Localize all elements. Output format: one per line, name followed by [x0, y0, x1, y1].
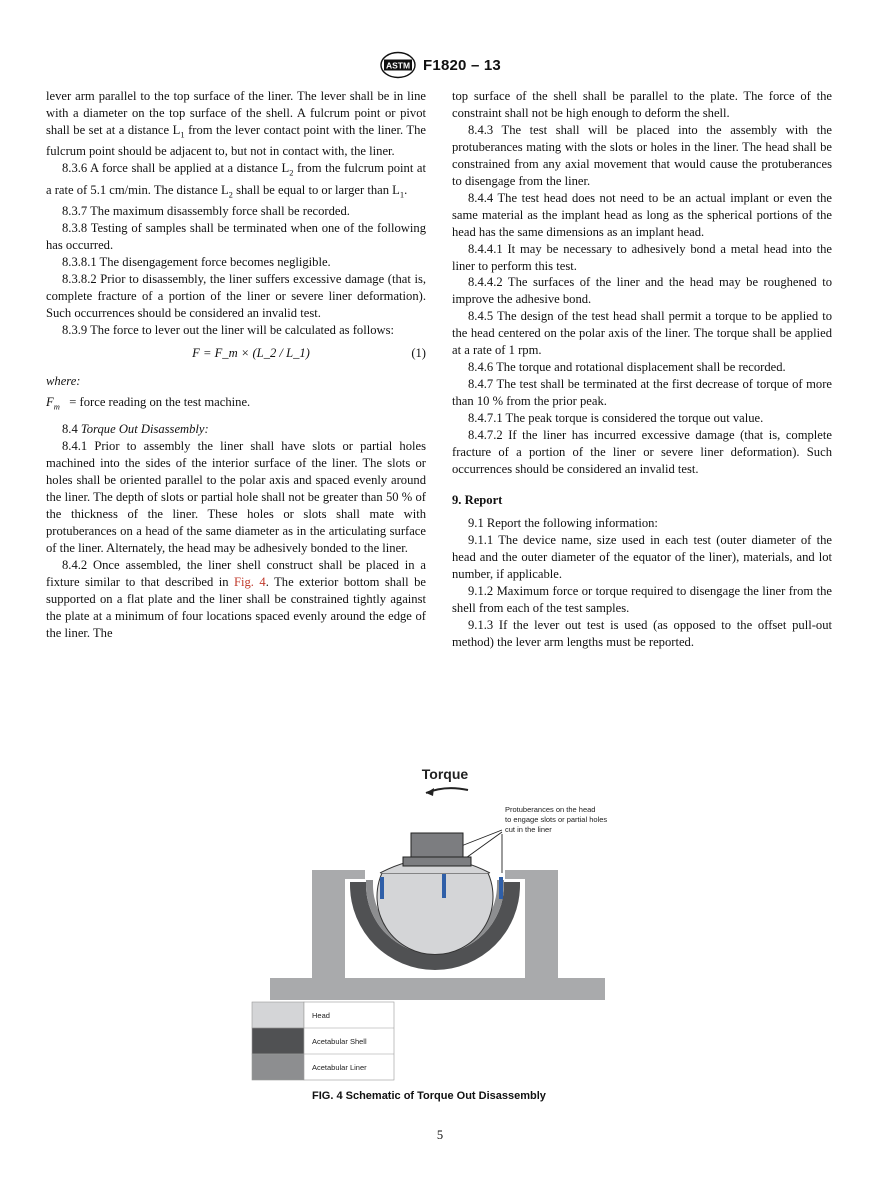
- variable-definition: $F_m$ = force reading on the test machine.: [46, 394, 251, 412]
- paragraph-8-4-4: 8.4.4 The test head does not need to be an actual implant or even the same material as the implant head as long as the spherical portions of the head has the same dimensions as an implant head.: [452, 190, 832, 239]
- head-connector-base: [403, 857, 471, 866]
- legend-swatch-shell: [252, 1028, 304, 1054]
- paragraph-8-4-2: 8.4.2 Once assembled, the liner shell construct shall be placed in a fixture similar to that described in Fig. 4. The exterior bottom shall be supported on a flat plate and the liner shall be constrained tightly against the plate at a minimum of four locations spaced evenly around the edge of the liner. The: [46, 557, 426, 640]
- figure-caption: FIG. 4 Schematic of Torque Out Disassembly: [312, 1090, 546, 1102]
- fig-4-link[interactable]: Fig. 4: [234, 574, 266, 589]
- protuberance-right: [499, 877, 503, 899]
- clamp-tab-left: [345, 870, 365, 879]
- paragraph-8-4-1: 8.4.1 Prior to assembly the liner shall have slots or partial holes machined into the sides of the interior surface of the liner. The slots or holes shall be oriented parallel to the polar axis and spaced evenly around the liner. The depth of slots or partial hole shall not be greater than 50 % of the thickness of the liner. These holes or slots shall mate with protuberances on a head of the same diameter as in the articulating surface of the liner. Alternately, the head may be adhesively bonded to the liner.: [46, 439, 426, 555]
- annotation-line-2: to engage slots or partial holes: [505, 815, 608, 824]
- paragraph: top surface of the shell shall be parallel to the plate. The force of the constraint shall not be high enough to deform the shell.: [452, 89, 832, 120]
- page-number: 5: [436, 1128, 444, 1142]
- paragraph-8-4-3: 8.4.3 The test shall will be placed into the assembly with the protuberances mating with the slots or holes in the liner. The head shall be constrained from any axial movement that would cause the protuberances to disengage from the liner.: [452, 122, 832, 188]
- protuberance-center: [442, 874, 446, 898]
- fixture-post-right: [525, 870, 558, 978]
- right-column: [452, 88, 832, 651]
- paragraph-8-3-6: 8.3.6 A force shall be applied at a distance $L_2$ from the fulcrum point at a rate of 5.1 cm/min. The distance $L_2$ shall be equal to or larger than $L_1$.: [46, 161, 427, 200]
- left-column: [46, 88, 426, 642]
- paragraph-8-3-8-2: 8.3.8.2 Prior to disassembly, the liner suffers excessive damage (that is, complete fracture of a portion of the liner or severe liner deformation). Such occurrences should be considered an invalid test.: [46, 272, 426, 320]
- paragraph-9-1-3: 9.1.3 If the lever out test is used (as opposed to the offset pull-out method) the lever arm lengths must be reported.: [452, 617, 832, 649]
- paragraph-8-4-7: 8.4.7 The test shall be terminated at the first decrease of torque of more than 10 % from the prior peak.: [452, 377, 832, 409]
- paragraph-8-4-7-1: 8.4.7.1 The peak torque is considered the torque out value.: [468, 411, 764, 426]
- torque-label: Torque: [421, 766, 469, 782]
- equation-formula: F = F_m × (L_2 / L_1): [192, 346, 310, 361]
- legend-swatch-head: [252, 1002, 304, 1028]
- astm-logo-icon: [379, 51, 417, 79]
- base-plate: [270, 978, 605, 1000]
- logo-text: ASTM: [386, 60, 411, 71]
- legend-label-head: Head: [312, 1011, 330, 1020]
- paragraph-8-3-8: 8.3.8 Testing of samples shall be terminated when one of the following has occurred.: [46, 221, 426, 253]
- paragraph-8-3-8-1: 8.3.8.1 The disengagement force becomes negligible.: [62, 255, 331, 270]
- paragraph-8-4-4-1: 8.4.4.1 It may be necessary to adhesively bond a metal head into the liner to perform this test.: [452, 241, 832, 273]
- figure-4-schematic: [240, 760, 660, 1120]
- paragraph-8-3-9: 8.3.9 The force to lever out the liner will be calculated as follows:: [62, 322, 394, 337]
- paragraph-8-4-5: 8.4.5 The design of the test head shall permit a torque to be applied to the head centered on the polar axis of the liner. The torque shall be applied at a rate of 1 rpm.: [452, 309, 832, 358]
- annotation-line-3: cut in the liner: [505, 825, 552, 834]
- annotation-line-1: Protuberances on the head: [505, 805, 596, 814]
- legend-swatch-liner: [252, 1054, 304, 1080]
- fixture-post-left: [312, 870, 345, 978]
- paragraph-8-4-7-2: 8.4.7.2 If the liner has incurred excessive damage (that is, complete fracture of a portion of the liner or severe liner deformation). Such occurrences should be considered an invalid test.: [452, 428, 832, 476]
- paragraph-8-4-4-2: 8.4.4.2 The surfaces of the liner and the head may be roughened to improve the adhesive bond.: [452, 275, 832, 307]
- legend-label-liner: Acetabular Liner: [312, 1063, 367, 1072]
- paragraph-8-3-7: 8.3.7 The maximum disassembly force shall be recorded.: [62, 204, 350, 219]
- torque-arrow-icon: [426, 788, 468, 796]
- page-header: [0, 50, 880, 80]
- standard-id: F1820 – 13: [423, 56, 501, 74]
- clamp-tab-right: [505, 870, 525, 879]
- protuberance-left: [380, 877, 384, 899]
- equation-number: (1): [411, 346, 426, 361]
- paragraph: lever arm parallel to the top surface of the liner. The lever shall be in line with a diameter on the top surface of the shell. A fulcrum point or pivot shall be set at a distance $L_1$ from the lever contact point with the liner. The fulcrum point should be adjacent to, but not in contact with, the liner.: [46, 89, 427, 159]
- paragraph-9-1-1: 9.1.1 The device name, size used in each test (outer diameter of the head and the outer diameter of the equator of the liner), materials, and lot number, if applicable.: [452, 532, 832, 581]
- figure-legend: [252, 1002, 394, 1080]
- legend-label-shell: Acetabular Shell: [312, 1037, 367, 1046]
- where-label: where:: [46, 373, 81, 388]
- paragraph-9-1-2: 9.1.2 Maximum force or torque required to disengage the liner from the shell from each of the test samples.: [452, 583, 832, 615]
- paragraph-9-1: 9.1 Report the following information:: [468, 515, 658, 530]
- section-8-4-heading: 8.4 Torque Out Disassembly:: [62, 422, 209, 437]
- equation-1: [46, 341, 426, 367]
- section-9-heading: 9. Report: [452, 492, 503, 507]
- head-connector-block: [411, 833, 463, 859]
- paragraph-8-4-6: 8.4.6 The torque and rotational displacement shall be recorded.: [468, 360, 786, 375]
